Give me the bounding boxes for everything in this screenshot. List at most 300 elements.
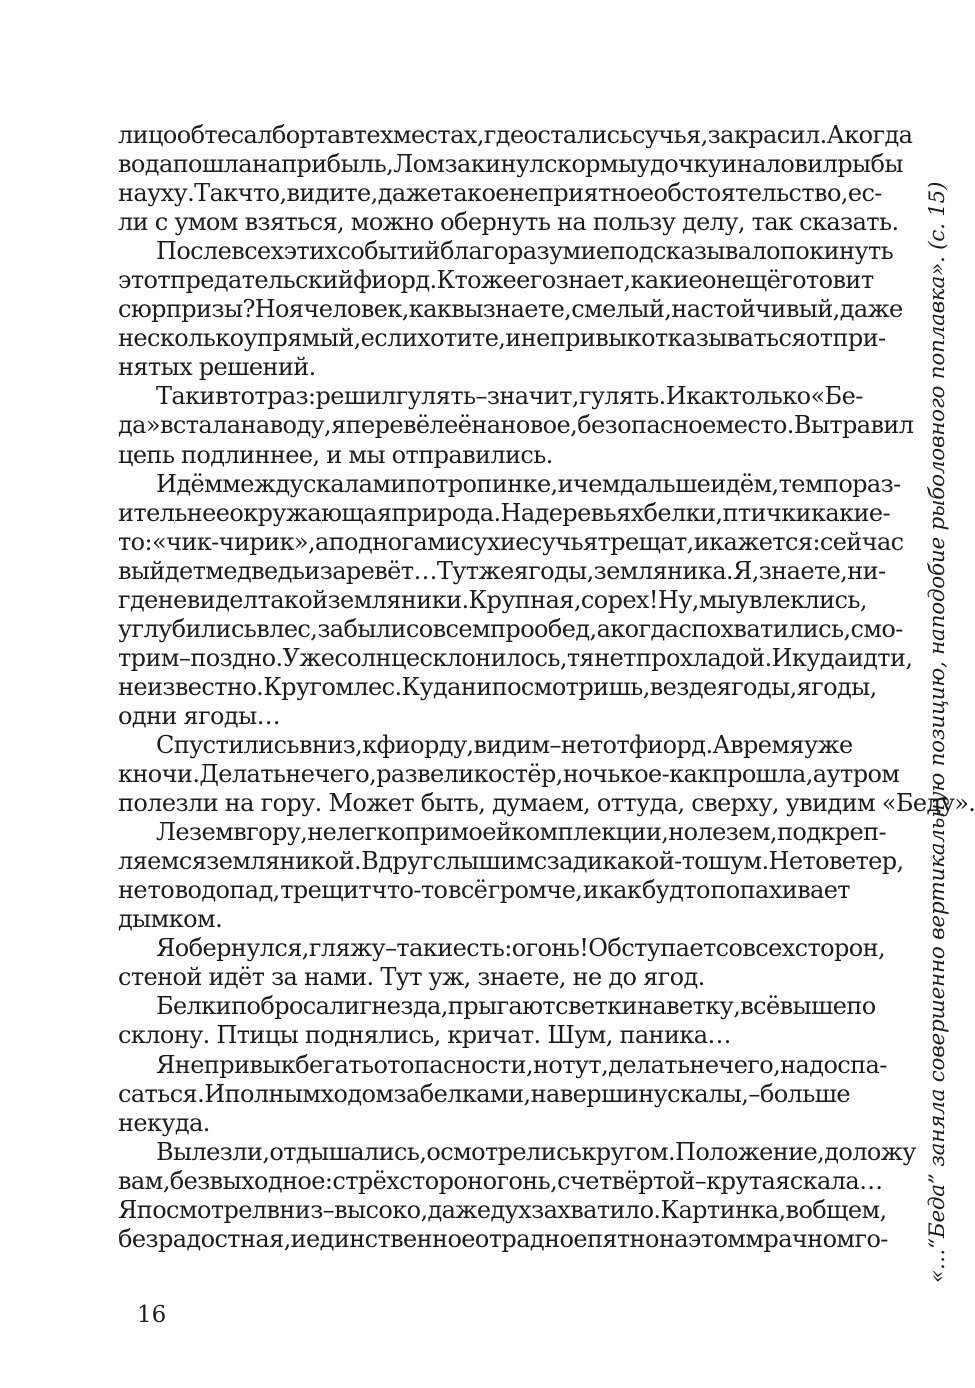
word: за: [393, 1079, 420, 1108]
word: На: [500, 498, 535, 527]
text-line: [118, 963, 850, 992]
word: а: [812, 760, 827, 789]
text-line: [118, 934, 886, 963]
word: пользу: [592, 208, 676, 237]
word: огонь!: [511, 934, 589, 963]
side-caption: «…“Беда” заняла совершенно вертикальную позицию, наподобие рыболовного поплавка». (с. 15): [925, 181, 950, 1283]
word: в: [256, 614, 270, 643]
word: обстоятельство,: [653, 179, 848, 208]
word: пятно: [586, 1224, 659, 1253]
paragraph: [118, 1050, 887, 1138]
word: фиорд.: [353, 266, 437, 295]
word: какие-: [811, 498, 891, 527]
word: четвёртой: [570, 1166, 695, 1195]
word: место.: [715, 411, 794, 440]
word: Спустились: [156, 730, 299, 759]
word: привык: [549, 324, 642, 353]
word: нечего,: [285, 760, 377, 789]
word: тут,: [562, 1050, 609, 1079]
word: встала: [159, 411, 241, 440]
word: Положение,: [675, 1137, 825, 1166]
word: высоко,: [334, 1195, 428, 1224]
word: событий: [337, 237, 440, 266]
word: умом: [174, 208, 238, 237]
word: А: [826, 121, 845, 149]
word: ещё: [731, 266, 781, 295]
text-line: [118, 789, 975, 818]
word: склонилось,: [419, 643, 567, 672]
word: но: [532, 1050, 563, 1079]
word: обернулся,: [174, 934, 309, 963]
word: с: [332, 1166, 346, 1195]
word: закрасил.: [707, 121, 827, 149]
word: раз:: [267, 382, 316, 411]
word: природа.: [391, 498, 501, 527]
word: огонь,: [482, 1166, 558, 1195]
word: видел: [186, 585, 258, 614]
word: лес,: [269, 614, 318, 643]
word: ночи.: [132, 760, 200, 789]
word: идёт: [208, 963, 265, 992]
word: сейчас: [819, 527, 904, 556]
word: даже: [377, 179, 441, 208]
word: если: [360, 324, 418, 353]
word: Делать: [199, 760, 286, 789]
word: нечего,: [689, 1050, 781, 1079]
word: знает,: [555, 266, 631, 295]
word: деревьях: [534, 498, 644, 527]
word: остались: [523, 121, 632, 149]
word: с: [557, 1166, 571, 1195]
word: совсем: [405, 614, 491, 643]
word: надо: [780, 1050, 838, 1079]
word: ветку,: [666, 992, 741, 1021]
word: лес.: [353, 672, 402, 701]
word: делу,: [681, 208, 745, 237]
text-line: [118, 208, 899, 237]
word: упрямый,: [243, 324, 361, 353]
word: где: [118, 585, 158, 614]
word: я: [331, 411, 346, 440]
word: посмотришь,: [491, 672, 650, 701]
word: вам,: [118, 1166, 170, 1195]
word: всех: [742, 934, 795, 963]
word: –: [694, 1166, 707, 1195]
word: слышим: [432, 847, 534, 876]
word: Белки: [156, 992, 232, 1021]
word: подлиннее,: [181, 440, 320, 469]
text-line: [118, 527, 904, 557]
word: Лом: [393, 150, 445, 179]
word: сзади: [533, 847, 603, 876]
text-line: [118, 1021, 850, 1050]
word: белками,: [419, 1079, 531, 1108]
text-line: [118, 730, 853, 760]
word: земляникой.: [206, 847, 362, 876]
word: Я,: [732, 556, 759, 585]
word: этих: [283, 237, 338, 266]
text-line: [118, 266, 874, 295]
word: такой: [257, 585, 328, 614]
word: ягоды,: [716, 672, 797, 701]
word: Куда: [401, 672, 461, 701]
word: ли: [118, 208, 149, 237]
word: обернуть: [440, 208, 551, 237]
word: мы: [698, 585, 736, 614]
word: же: [481, 266, 517, 295]
word: го-: [854, 1224, 888, 1253]
word: при-: [832, 324, 886, 353]
word: сухие: [460, 527, 529, 556]
text-line: [118, 1137, 916, 1167]
word: полным: [224, 1079, 321, 1108]
word: и: [199, 382, 215, 411]
word: Так: [156, 382, 200, 411]
paragraph: [118, 469, 913, 731]
text-line: [118, 353, 850, 382]
word: благоразумие: [439, 237, 610, 266]
word: Вылезли,: [156, 1137, 270, 1166]
word: скалами: [303, 469, 406, 498]
word: и: [304, 556, 320, 585]
word: Я: [118, 1195, 137, 1224]
word: даже: [427, 1195, 491, 1224]
paragraph: [118, 382, 914, 469]
word: тем: [778, 469, 823, 498]
word: оттуда,: [596, 789, 685, 818]
word: на: [658, 1224, 688, 1253]
word: мы: [348, 440, 385, 469]
text-line: [118, 905, 850, 934]
text-line: [118, 1080, 850, 1109]
word: кажется:: [709, 527, 820, 556]
word: нелегко: [307, 818, 405, 847]
text-line: [118, 1195, 887, 1225]
word: на: [240, 411, 270, 440]
word: и: [326, 440, 342, 469]
word: посмотрел: [136, 1195, 267, 1224]
text-line: [118, 585, 867, 615]
word: Идём: [156, 469, 223, 498]
word: ходом: [320, 1079, 394, 1108]
word: идти,: [847, 643, 913, 672]
word: про: [490, 614, 535, 643]
word: то:: [118, 527, 153, 556]
word: комплекции,: [511, 818, 669, 847]
word: ительнее: [118, 498, 230, 527]
word: всё: [740, 992, 780, 1021]
word: решил: [315, 382, 396, 411]
word: безвыходное:: [169, 1166, 333, 1195]
word: тот: [589, 730, 630, 759]
word: да»: [118, 411, 160, 440]
word: ночь: [562, 760, 620, 789]
word: время: [730, 730, 804, 759]
word: в: [340, 121, 354, 149]
word: Может: [328, 789, 415, 818]
word: –: [322, 1195, 335, 1224]
text-line: [118, 818, 887, 847]
word: нятых: [118, 353, 193, 382]
word: только: [728, 382, 811, 411]
word: ягоды,: [513, 556, 594, 585]
word: отдышались,: [269, 1137, 427, 1166]
word: на: [530, 1079, 560, 1108]
word: я: [288, 295, 304, 324]
word: что,: [237, 179, 287, 208]
word: ни: [460, 672, 492, 701]
text-line: [118, 1109, 850, 1138]
word: –: [549, 730, 561, 759]
word: привык: [203, 1050, 296, 1079]
word: отправились.: [391, 440, 553, 469]
word: под: [328, 527, 373, 556]
word: некуда.: [118, 1108, 210, 1137]
word: знаете,: [758, 556, 848, 585]
word: увлеклись,: [735, 585, 867, 614]
word: –: [385, 934, 397, 963]
word: «Бе-: [810, 382, 863, 411]
word: трим: [118, 643, 179, 672]
word: сверху,: [691, 789, 779, 818]
word: между: [222, 469, 304, 498]
word: И: [665, 382, 687, 411]
word: смелый,: [571, 295, 672, 324]
word: какие: [630, 266, 702, 295]
paragraph: [118, 121, 913, 237]
word: по: [846, 992, 876, 1021]
word: неприятное: [508, 179, 654, 208]
word: будто: [641, 876, 710, 905]
word: быть,: [420, 789, 486, 818]
word: –: [178, 643, 191, 672]
text-line: [118, 876, 850, 905]
word: не: [157, 585, 187, 614]
word: кругом.: [581, 1137, 675, 1166]
text-line: [118, 614, 903, 644]
word: тот: [227, 382, 268, 411]
text-line: [118, 760, 900, 789]
word: всё: [447, 876, 488, 905]
word: с: [555, 992, 568, 1021]
word: гору,: [246, 818, 308, 847]
word: кричат.: [447, 1021, 541, 1050]
word: утром: [826, 760, 900, 789]
word: он: [702, 266, 732, 295]
word: уже: [803, 730, 853, 759]
word: решений.: [198, 353, 316, 382]
word: Ну,: [657, 585, 699, 614]
word: с: [154, 208, 168, 237]
word: в: [233, 818, 247, 847]
word: А: [712, 730, 731, 759]
word: при: [404, 818, 451, 847]
word: Обступает: [588, 934, 716, 963]
word: саться.: [118, 1079, 205, 1108]
word: видите,: [286, 179, 378, 208]
word: не: [572, 963, 602, 992]
word: значит,: [486, 382, 579, 411]
word: со: [715, 934, 743, 963]
word: человек,: [303, 295, 409, 324]
text-line: [118, 992, 876, 1021]
word: и: [505, 324, 521, 353]
word: к: [118, 760, 133, 789]
word: что-то: [371, 876, 448, 905]
word: и: [290, 1224, 307, 1253]
word: не: [520, 324, 550, 353]
word: есть:: [452, 934, 512, 963]
word: лезем,: [697, 818, 777, 847]
word: гулять: [395, 382, 476, 411]
word: и: [437, 934, 453, 963]
word: побросали: [231, 992, 360, 1021]
word: же: [478, 556, 514, 585]
word: сторон: [399, 1166, 483, 1195]
word: Вдруг: [361, 847, 433, 876]
word: Кто: [436, 266, 482, 295]
word: и: [721, 150, 737, 179]
word: вниз,: [298, 730, 363, 759]
word: ногами: [372, 527, 461, 556]
word: его: [516, 266, 556, 295]
text-line: [118, 1050, 887, 1080]
text-line: [118, 847, 904, 876]
word: её: [444, 411, 472, 440]
word: так: [396, 934, 438, 963]
word: гору.: [260, 789, 322, 818]
word: думаем,: [492, 789, 591, 818]
word: удочку: [636, 150, 722, 179]
word: на: [471, 411, 501, 440]
word: Но: [254, 295, 289, 324]
word: «чик-чирик»,: [152, 527, 316, 556]
word: поднялись,: [304, 1021, 441, 1050]
word: сторон,: [794, 934, 886, 963]
word: Лезем: [156, 818, 234, 847]
text-line: [118, 179, 882, 208]
word: трещат,: [597, 527, 694, 556]
word: И: [771, 643, 792, 672]
word: опасности,: [399, 1050, 533, 1079]
word: Не: [768, 847, 803, 876]
word: и: [582, 876, 599, 905]
text-line: [118, 411, 914, 440]
word: кое-как: [619, 760, 712, 789]
word: водопад,: [174, 876, 280, 905]
word: вниз: [266, 1195, 323, 1224]
word: пошла: [172, 150, 252, 179]
word: от: [373, 1050, 400, 1079]
word: крутая: [706, 1166, 790, 1195]
text-line: [118, 498, 891, 528]
text-line: [118, 469, 901, 499]
word: на: [557, 208, 587, 237]
word: покинуть: [780, 237, 894, 266]
word: ляемся: [118, 847, 207, 876]
word: дымком.: [118, 905, 223, 934]
word: цепь: [118, 440, 175, 469]
word: на: [118, 179, 148, 208]
word: –: [475, 382, 487, 411]
word: Тут: [380, 963, 422, 992]
word: единственное: [306, 1224, 475, 1253]
word: спа-: [837, 1050, 887, 1079]
text-line: [118, 237, 894, 266]
word: Птицы: [216, 1021, 299, 1050]
word: в: [785, 1195, 799, 1224]
word: знаете,: [482, 295, 572, 324]
word: закинул: [444, 150, 545, 179]
word: Уже: [282, 643, 335, 672]
word: сказать.: [799, 208, 899, 237]
paragraph: [118, 730, 975, 818]
word: нами.: [303, 963, 374, 992]
word: видим: [473, 730, 550, 759]
word: предательский: [170, 266, 354, 295]
word: Так: [194, 179, 238, 208]
word: сюрпризы?: [118, 295, 255, 324]
word: за: [271, 963, 298, 992]
word: рыбы: [837, 150, 903, 179]
word: гляжу: [308, 934, 386, 963]
word: –: [748, 1079, 760, 1108]
word: костёр,: [473, 760, 563, 789]
word: поздно.: [190, 643, 283, 672]
word: пораз-: [822, 469, 901, 498]
page-number: 16: [137, 1302, 167, 1328]
word: знаете,: [477, 963, 566, 992]
word: солнце: [334, 643, 420, 672]
word: гнезда,: [359, 992, 448, 1021]
word: развели: [376, 760, 474, 789]
word: на: [251, 150, 282, 179]
word: по: [405, 469, 436, 498]
word: прохладой.: [635, 643, 772, 672]
word: готовит: [780, 266, 874, 295]
word: уж,: [428, 963, 471, 992]
word: такое: [440, 179, 509, 208]
word: гулять.: [578, 382, 666, 411]
paragraph: [118, 992, 876, 1050]
word: смо-: [850, 614, 903, 643]
text-line: [118, 643, 913, 673]
word: как: [686, 382, 729, 411]
word: от: [805, 324, 833, 353]
word: забыли: [317, 614, 406, 643]
word: ес-: [847, 179, 882, 208]
word: не: [118, 876, 147, 905]
word: Крупная,: [468, 585, 581, 614]
paragraph: [118, 237, 903, 382]
word: дух: [490, 1195, 532, 1224]
word: паника…: [619, 1021, 731, 1050]
text-line: [118, 150, 903, 179]
text-line: [118, 1224, 888, 1254]
word: прошла,: [711, 760, 813, 789]
word: доложу: [824, 1137, 916, 1166]
word: хотите,: [417, 324, 506, 353]
word: на: [224, 789, 254, 818]
word: шум.: [708, 847, 769, 876]
word: И: [204, 1079, 225, 1108]
text-line: [118, 441, 850, 470]
word: орех!: [593, 585, 658, 614]
word: тропинке,: [435, 469, 558, 498]
word: новое,: [500, 411, 578, 440]
word: углубились: [118, 614, 257, 643]
word: Кругом: [263, 672, 354, 701]
